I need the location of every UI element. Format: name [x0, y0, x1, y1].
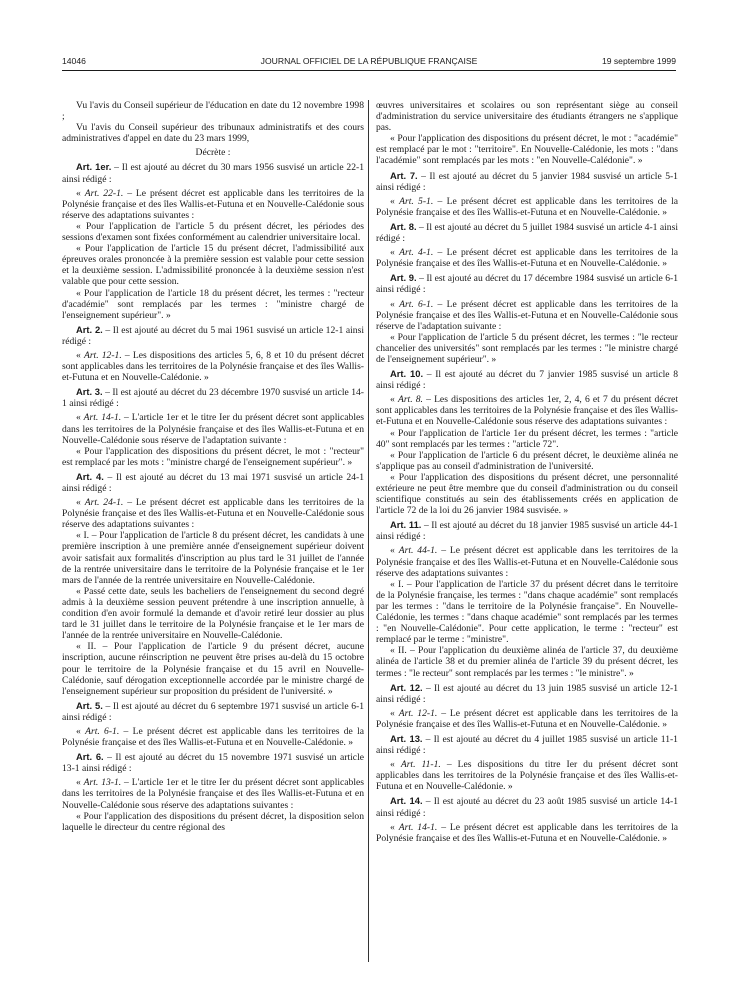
article-text: – Il est ajouté au décret du 17 décembre 1984 susvisé un article 6-1 ainsi rédigé : — [376, 273, 679, 296]
article-label: Art. 7. — [390, 169, 418, 181]
quoted-article-text: – L'article 1er et le titre Ier du présent décret sont applicables dans les territoires de la Polynésie française et des îles Wallis-et-Futuna et en Nouvelle-Calédonie sous réserve de l'adaptation suivante : — [62, 412, 365, 446]
article-text: – Il est ajouté au décret du 23 décembre 1970 susvisé un article 14-1 ainsi rédigé : — [62, 387, 365, 410]
quoted-article-text: – Les dispositions des articles 1er, 2, 4, 6 et 7 du présent décret sont applicables dans les territoires de la Polynésie française et des îles Wallis-et-Futuna et en Nouvelle-Calédonie sous réserve des adaptations suivantes : — [376, 394, 678, 428]
body-paragraph: « Pour l'application de l'article 1er du présent décret, les termes : "article 40" sont remplacés par les termes : "article 72". — [376, 427, 678, 450]
article-label: Art. 13. — [390, 732, 423, 744]
quoted-article-paragraph — [62, 188, 364, 221]
quoted-article-label: Art. 22-1. — [84, 187, 124, 199]
article-paragraph — [376, 733, 678, 756]
header-rule — [62, 70, 676, 71]
article-paragraph — [62, 700, 364, 723]
article-paragraph — [376, 272, 678, 295]
quoted-article-label: Art. 12-1. — [398, 707, 438, 719]
quoted-article-label: Art. 5-1. — [399, 195, 434, 207]
quoted-article-text: – Les dispositions du titre Ier du présent décret sont applicables dans les territoires de la Polynésie française et des îles Wallis-et-Futuna et en Nouvelle-Calédonie. » — [376, 759, 678, 793]
article-label: Art. 4. — [76, 470, 104, 482]
article-label: Art. 14. — [390, 795, 423, 807]
quote-mark: « — [390, 759, 401, 771]
quote-mark: « — [76, 777, 84, 789]
quoted-article-text: – Les dispositions des articles 5, 6, 8 et 10 du présent décret sont applicables dans les territoires de la Polynésie française et des îles Wallis-et-Futuna et en Nouvelle-Calédonie. » — [62, 349, 365, 384]
quoted-article-paragraph — [62, 726, 364, 748]
article-text: – Il est ajouté au décret du 13 mai 1971 susvisé un article 24-1 ainsi rédigé : — [62, 471, 364, 494]
body-paragraph: « II. – Pour l'application du deuxième alinéa de l'article 37, du deuxième alinéa de l'article 38 et du premier alinéa de l'article 39 du présent décret, les termes : "le recteur" sont remplacés par les termes : "le ministre". » — [376, 645, 678, 679]
body-paragraph: « Pour l'application de l'article 5 du présent décret, les périodes des sessions d'examen sont fixées conformément au calendrier universitaire local. — [62, 220, 364, 244]
body-paragraph: « Pour l'application de l'article 15 du présent décret, l'admissibilité aux épreuves orales prononcée à la première session est valable pour cette session et la deuxième session. L'admissibilité prononcée à la deuxième session n'est valable que pour cette session. — [62, 243, 364, 288]
article-text: – Il est ajouté au décret du 23 août 1985 susvisé un article 14-1 ainsi rédigé : — [376, 796, 678, 819]
quoted-article-paragraph — [376, 299, 678, 332]
quoted-article-label: Art. 6-1. — [399, 298, 434, 310]
quoted-article-label: Art. 44-1. — [398, 545, 438, 557]
quoted-article-paragraph — [62, 777, 364, 810]
body-paragraph: « Passé cette date, seuls les bacheliers de l'enseignement du second degré admis à la deuxième session peuvent prétendre à une inscription annuelle, à condition d'en avoir formulé la demande et d'avoir retiré leur dossier au plus tard le 31 juillet dans le territoire de la Polynésie française et le 1er mars de l'année de la rentrée universitaire en Nouvelle-Calédonie. — [62, 585, 364, 642]
quote-mark: « — [390, 394, 398, 406]
article-paragraph — [62, 471, 364, 494]
article-paragraph — [376, 519, 678, 542]
quoted-article-paragraph — [376, 708, 678, 730]
quote-mark: « — [390, 298, 400, 310]
article-paragraph — [62, 751, 364, 774]
article-paragraph — [62, 386, 364, 409]
quoted-article-text: – Le présent décret est applicable dans les territoires de la Polynésie française et des îles Wallis-et-Futuna et en Nouvelle-Calédonie sous réserve de l'adaptation suivante : — [376, 298, 679, 332]
quote-mark: « — [390, 247, 400, 259]
quoted-article-text: – Le présent décret est applicable dans les territoires de la Polynésie française et des îles Wallis-et-Futuna et en Nouvelle-Calédonie. » — [376, 821, 678, 844]
article-label: Art. 9. — [390, 272, 417, 284]
left-column — [62, 100, 364, 833]
quote-mark: « — [76, 349, 84, 361]
body-paragraph: Vu l'avis du Conseil supérieur de l'éducation en date du 12 novembre 1998 ; — [62, 100, 364, 123]
article-paragraph — [62, 324, 364, 347]
article-paragraph — [376, 682, 678, 705]
column-divider — [368, 100, 369, 962]
page-number: 14046 — [62, 56, 86, 66]
body-paragraph: « Pour l'application de l'article 6 du présent décret, le deuxième alinéa ne s'applique pas au conseil d'administration de l'université. — [376, 449, 678, 472]
body-paragraph: « Pour l'application des dispositions du présent décret, la disposition selon laquelle le directeur du centre régional des — [62, 810, 364, 833]
page-header — [62, 56, 676, 70]
quoted-article-label: Art. 4-1. — [399, 247, 434, 259]
article-paragraph — [376, 795, 678, 818]
quote-mark: « — [76, 725, 86, 737]
body-paragraph: Vu l'avis du Conseil supérieur des tribunaux administratifs et des cours administratives d'appel en date du 23 mars 1999, — [62, 122, 364, 145]
article-text: – Il est ajouté au décret du 5 juillet 1984 susvisé un article 4-1 ainsi rédigé : — [376, 221, 678, 245]
quote-mark: « — [390, 707, 399, 719]
continued-paragraph: œuvres universitaires et scolaires ou son représentant siège au conseil d'administration du service universitaire des étudiants étrangers ne s'applique pas. — [376, 100, 678, 134]
article-label: Art. 6. — [76, 751, 104, 763]
quoted-article-paragraph — [62, 350, 364, 383]
right-column — [376, 100, 678, 844]
article-text: – Il est ajouté au décret du 7 janvier 1985 susvisé un article 8 ainsi rédigé : — [376, 369, 678, 392]
article-label: Art. 1er. — [76, 161, 112, 173]
quoted-article-label: Art. 24-1. — [84, 497, 124, 509]
quoted-article-label: Art. 8. — [397, 394, 423, 406]
article-text: – Il est ajouté au décret du 18 janvier 1985 susvisé un article 44-1 ainsi rédigé : — [376, 520, 678, 543]
article-label: Art. 10. — [390, 368, 424, 380]
quote-mark: « — [390, 821, 399, 833]
quoted-article-text: – Le présent décret est applicable dans les territoires de la Polynésie française et des îles Wallis-et-Futuna et en Nouvelle-Calédonie. » — [376, 247, 679, 270]
quoted-article-label: Art. 12-1. — [83, 349, 122, 361]
article-label: Art. 8. — [390, 220, 417, 232]
article-text: – Il est ajouté au décret du 13 juin 1985 susvisé un article 12-1 ainsi rédigé : — [376, 682, 678, 705]
decree-heading: Décrète : — [195, 147, 231, 159]
quote-mark: « — [390, 545, 399, 557]
body-paragraph: « II. – Pour l'application de l'article 9 du présent décret, aucune inscription, aucune réinscription ne peuvent être prises au-delà du 15 octobre pour le territoire de la Polynésie française et du 15 avril en Nouvelle-Calédonie, sauf dérogation exceptionnelle accordée par le ministre chargé de l'enseignement supérieur sur proposition du président de l'université. » — [62, 641, 364, 697]
article-text: – Il est ajouté au décret du 15 novembre 1971 susvisé un article 13-1 ainsi rédigé : — [62, 752, 364, 775]
quoted-article-text: – L'article 1er et le titre Ier du présent décret sont applicables dans les territoires de la Polynésie française et des îles Wallis-et-Futuna et en Nouvelle-Calédonie sous réserve des adaptations suivantes : — [62, 777, 365, 811]
quote-mark: « — [76, 497, 85, 509]
quoted-article-text: – Le présent décret est applicable dans les territoires de la Polynésie française et des îles Wallis-et-Futuna et en Nouvelle-Calédonie. » — [376, 707, 678, 730]
quoted-article-paragraph — [376, 759, 678, 792]
body-paragraph: « Pour l'application des dispositions du présent décret, le mot : "académie" est remplacé par le mot : "territoire". En Nouvelle-Calédonie, les mots : "dans l'académie" sont remplacés par les mots : "en Nouvelle-Calédonie". » — [376, 133, 678, 167]
article-paragraph — [376, 221, 678, 244]
body-paragraph: « Pour l'application des dispositions du présent décret, une personnalité extérieure ne peut être membre que du conseil d'administration ou du conseil scientifique constitués au sein des établissements créés en application de l'article 72 de la loi du 26 janvier 1984 susvisée. » — [376, 471, 678, 517]
quoted-article-label: Art. 14-1. — [83, 412, 122, 424]
quoted-article-text: – Le présent décret est applicable dans les territoires de la Polynésie française et des îles Wallis-et-Futuna et en Nouvelle-Calédonie sous réserve des adaptations suivantes : — [62, 187, 364, 221]
quoted-article-label: Art. 6-1. — [85, 725, 120, 737]
body-paragraph: « Pour l'application de l'article 18 du présent décret, les termes : "recteur d'académie" sont remplacés par les termes : "ministre chargé de l'enseignement supérieur". » — [62, 287, 364, 321]
quoted-article-paragraph — [62, 412, 364, 445]
article-text: – Il est ajouté au décret du 5 mai 1961 susvisé un article 12-1 ainsi rédigé : — [62, 324, 364, 347]
article-label: Art. 5. — [76, 699, 103, 711]
body-paragraph: « Pour l'application de l'article 5 du présent décret, les termes : "le recteur chancelier des universités" sont remplacés par les termes : "le ministre chargé de l'enseignement supérieur". » — [376, 331, 678, 365]
article-label: Art. 12. — [390, 681, 423, 693]
article-label: Art. 2. — [76, 323, 103, 335]
quoted-article-paragraph — [376, 394, 678, 427]
article-label: Art. 11. — [390, 519, 422, 531]
article-paragraph — [376, 170, 678, 193]
quote-mark: « — [390, 195, 400, 207]
quoted-article-label: Art. 11-1. — [400, 759, 441, 771]
quoted-article-text: – Le présent décret est applicable dans les territoires de la Polynésie française et des îles Wallis-et-Futuna et en Nouvelle-Calédonie sous réserve des adaptations suivantes : — [376, 545, 678, 579]
body-paragraph: « I. – Pour l'application de l'article 8 du présent décret, les candidats à une première inscription à une première année d'enseignement supérieur doivent avoir satisfait aux formalités d'inscription au plus tard le 31 juillet de l'année de la rentrée universitaire dans le territoire de la Polynésie française et le 1er mars de l'année de la rentrée universitaire en Nouvelle-Calédonie. — [62, 530, 364, 586]
quoted-article-paragraph — [376, 822, 678, 844]
article-label: Art. 3. — [76, 386, 103, 398]
quoted-article-text: – Le présent décret est applicable dans les territoires de la Polynésie française et des îles Wallis-et-Futuna et en Nouvelle-Calédonie. » — [376, 195, 679, 218]
article-text: – Il est ajouté au décret du 30 mars 1956 susvisé un article 22-1 ainsi rédigé : — [62, 162, 364, 185]
quoted-article-text: – Le présent décret est applicable dans les territoires de la Polynésie française et des îles Wallis-et-Futuna et en Nouvelle-Calédonie sous réserve des adaptations suivantes : — [62, 497, 364, 531]
journal-title: JOURNAL OFFICIEL DE LA RÉPUBLIQUE FRANÇAISE — [260, 56, 478, 66]
quote-mark: « — [76, 412, 84, 424]
quoted-article-paragraph — [376, 545, 678, 578]
quoted-article-text: – Le présent décret est applicable dans les territoires de la Polynésie française et des îles Wallis-et-Futuna et en Nouvelle-Calédonie. » — [62, 725, 365, 749]
article-text: – Il est ajouté au décret du 4 juillet 1985 susvisé un article 11-1 ainsi rédigé : — [376, 733, 678, 757]
quoted-article-paragraph — [376, 196, 678, 218]
quoted-article-paragraph — [62, 497, 364, 530]
article-paragraph — [376, 368, 678, 391]
article-text: – Il est ajouté au décret du 5 janvier 1984 susvisé un article 5-1 ainsi rédigé : — [376, 170, 678, 193]
quoted-article-label: Art. 13-1. — [83, 777, 122, 789]
body-paragraph: « Pour l'application des dispositions du présent décret, le mot : "recteur" est remplacé par les mots : "ministre chargé de l'enseignement supérieur". » — [62, 445, 364, 468]
quote-mark: « — [76, 187, 85, 199]
quoted-article-label: Art. 14-1. — [398, 821, 438, 833]
body-paragraph: « I. – Pour l'application de l'article 37 du présent décret dans le territoire de la Polynésie française, les termes : "dans chaque académie" sont remplacés par les termes : "dans le territoire de la Polynésie française". En Nouvelle-Calédonie, les termes : "dans chaque académie" sont remplacés par les termes : "en Nouvelle-Calédonie". Pour cette application, le terme : "recteur" est remplacé par le terme : "ministre". — [376, 578, 678, 646]
article-paragraph — [62, 161, 364, 184]
quoted-article-paragraph — [376, 247, 678, 269]
publication-date: 19 septembre 1999 — [601, 56, 676, 66]
article-text: – Il est ajouté au décret du 6 septembre 1971 susvisé un article 6-1 ainsi rédigé : — [62, 700, 364, 723]
